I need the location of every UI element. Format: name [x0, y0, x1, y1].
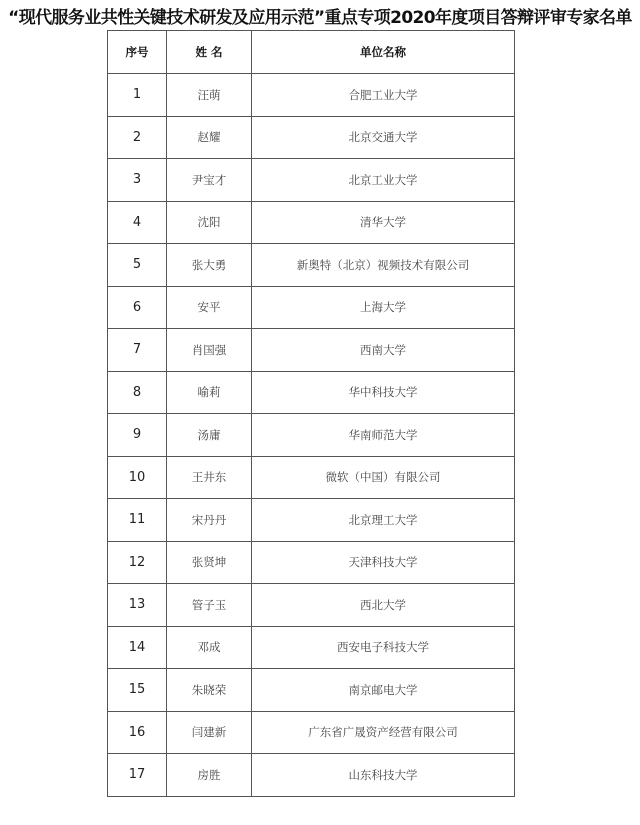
- row-index: 5: [108, 244, 167, 287]
- expert-name: 闫建新: [167, 711, 252, 754]
- row-index: 17: [108, 754, 167, 797]
- row-index: 4: [108, 201, 167, 244]
- row-index: 7: [108, 329, 167, 372]
- organization-name: 合肥工业大学: [252, 74, 515, 117]
- organization-name: 华南师范大学: [252, 414, 515, 457]
- organization-name: 北京理工大学: [252, 499, 515, 542]
- row-index: 10: [108, 456, 167, 499]
- header-organization: 单位名称: [252, 31, 515, 74]
- expert-name: 汪萌: [167, 74, 252, 117]
- table-row: [108, 584, 515, 627]
- expert-name: 汤庸: [167, 414, 252, 457]
- row-index: 14: [108, 626, 167, 669]
- row-index: 9: [108, 414, 167, 457]
- expert-name: 赵耀: [167, 116, 252, 159]
- table-row: [108, 159, 515, 202]
- organization-name: 南京邮电大学: [252, 669, 515, 712]
- row-index: 11: [108, 499, 167, 542]
- organization-name: 山东科技大学: [252, 754, 515, 797]
- row-index: 2: [108, 116, 167, 159]
- organization-name: 西安电子科技大学: [252, 626, 515, 669]
- row-index: 16: [108, 711, 167, 754]
- expert-name: 房胜: [167, 754, 252, 797]
- table-row: [108, 499, 515, 542]
- row-index: 12: [108, 541, 167, 584]
- expert-name: 安平: [167, 286, 252, 329]
- expert-name: 朱晓荣: [167, 669, 252, 712]
- table-row: [108, 116, 515, 159]
- row-index: 1: [108, 74, 167, 117]
- expert-name: 王井东: [167, 456, 252, 499]
- organization-name: 清华大学: [252, 201, 515, 244]
- table-row: [108, 541, 515, 584]
- header-name: 姓 名: [167, 31, 252, 74]
- organization-name: 西南大学: [252, 329, 515, 372]
- expert-name: 管子玉: [167, 584, 252, 627]
- row-index: 13: [108, 584, 167, 627]
- row-index: 3: [108, 159, 167, 202]
- organization-name: 天津科技大学: [252, 541, 515, 584]
- organization-name: 华中科技大学: [252, 371, 515, 414]
- expert-name: 沈阳: [167, 201, 252, 244]
- table-row: [108, 414, 515, 457]
- table-row: [108, 711, 515, 754]
- table-row: [108, 74, 515, 117]
- organization-name: 北京交通大学: [252, 116, 515, 159]
- organization-name: 上海大学: [252, 286, 515, 329]
- table-row: [108, 201, 515, 244]
- organization-name: 广东省广晟资产经营有限公司: [252, 711, 515, 754]
- table-row: [108, 669, 515, 712]
- expert-name: 喻莉: [167, 371, 252, 414]
- expert-name: 张大勇: [167, 244, 252, 287]
- organization-name: 北京工业大学: [252, 159, 515, 202]
- expert-name: 尹宝才: [167, 159, 252, 202]
- expert-name: 肖国强: [167, 329, 252, 372]
- table-row: [108, 626, 515, 669]
- header-index: 序号: [108, 31, 167, 74]
- table-row: [108, 456, 515, 499]
- expert-list-table: [107, 30, 515, 797]
- expert-name: 邓成: [167, 626, 252, 669]
- row-index: 8: [108, 371, 167, 414]
- row-index: 6: [108, 286, 167, 329]
- organization-name: 西北大学: [252, 584, 515, 627]
- expert-name: 张贤坤: [167, 541, 252, 584]
- table-row: [108, 244, 515, 287]
- row-index: 15: [108, 669, 167, 712]
- table-row: [108, 371, 515, 414]
- table-row: [108, 286, 515, 329]
- organization-name: 微软（中国）有限公司: [252, 456, 515, 499]
- table-header-row: [108, 31, 515, 74]
- table-row: [108, 329, 515, 372]
- document-title: “现代服务业共性关键技术研发及应用示范”重点专项2020年度项目答辩评审专家名单: [8, 8, 632, 28]
- table-row: [108, 754, 515, 797]
- expert-name: 宋丹丹: [167, 499, 252, 542]
- organization-name: 新奥特（北京）视频技术有限公司: [252, 244, 515, 287]
